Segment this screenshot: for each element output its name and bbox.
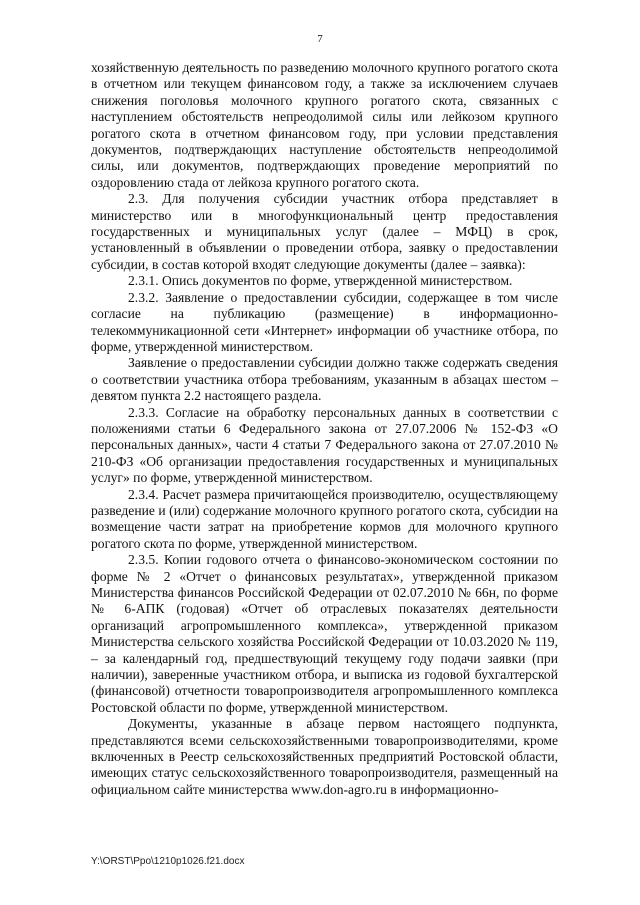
page-number: 7 [317, 33, 323, 45]
footer-file-path: Y:\ORST\Ppo\1210p1026.f21.docx [91, 856, 245, 867]
paragraph-2-3-3: 2.3.3. Согласие на обработку персональных данных в соответствии с положениями статьи 6 Федерального закона от 27.07.2006 № 152-ФЗ «О персональных данных», части 4 статьи 7 Федерального закона от 27.07.2010 № 210-ФЗ «Об организации предоставления государственных и муниципальных услуг» по форме, утвержденной министерством. [91, 404, 558, 486]
paragraph-documents-note: Документы, указанные в абзаце первом настоящего подпункта, представляются всеми сельскохозяйственными товаропроизводителями, кроме включенных в Реестр сельскохозяйственных предприятий Ростовской области, имеющих статус сельскохозяйственного товаропроизводителя, размещенный на официальном сайте министерства www.don-agro.ru в информационно- [91, 716, 558, 797]
paragraph-2-3-1: 2.3.1. Опись документов по форме, утвержденной министерством. [128, 273, 513, 289]
paragraph-2-3: 2.3. Для получения субсидии участник отбора представляет в министерство или в многофункциональный центр предоставления государственных и муниципальных услуг (далее – МФЦ) в срок, установленный в объявлении о проведении отбора, заявку о предоставлении субсидии, в состав которой входят следующие документы (далее – заявка): [91, 191, 558, 272]
paragraph-2-3-2: 2.3.2. Заявление о предоставлении субсидии, содержащее в том числе согласие на публикацию (размещение) в информационно-телекоммуникационной сети «Интернет» информации об участнике отбора, по форме, утвержденной министерством. [91, 289, 558, 354]
paragraph-2-3-4: 2.3.4. Расчет размера причитающейся производителю, осуществляющему разведение и (или) содержание молочного крупного рогатого скота, субсидии на возмещение части затрат на приобретение кормов для молочного крупного рогатого скота по форме, утвержденной министерством. [91, 486, 558, 551]
paragraph-2-3-5: 2.3.5. Копии годового отчета о финансово-экономическом состоянии по форме № 2 «Отчет о финансовых результатах», утвержденной приказом Министерства финансов Российской Федерации от 02.07.2010 № 66н, по форме № 6-АПК (годовая) «Отчет об отраслевых показателях деятельности организаций агропромышленного комплекса», утвержденной приказом Министерства сельского хозяйства Российской Федерации от 10.03.2020 № 119, – за календарный год, предшествующий текущему году подачи заявки (при наличии), заверенные участником отбора, и выписка из годовой бухгалтерской (финансовой) отчетности товаропроизводителя агропромышленного комплекса Ростовской области по форме, утвержденной министерством. [91, 552, 558, 715]
document-body [91, 60, 558, 798]
paragraph-continuation: хозяйственную деятельность по разведению молочного крупного рогатого скота в отчетном или текущем финансовом году, а также за исключением случаев снижения поголовья молочного крупного рогатого скота, связанных с наступлением обстоятельств непреодолимой силы или лейкозом крупного рогатого скота в отчетном финансовом году, при условии представления документов, подтверждающих наступление обстоятельств непреодолимой силы, или документов, подтверждающих проведение мероприятий по оздоровлению стада от лейкоза крупного рогатого скота. [91, 60, 558, 190]
paragraph-application-requirements: Заявление о предоставлении субсидии должно также содержать сведения о соответствии участника отбора требованиям, указанным в абзацах шестом – девятом пункта 2.2 настоящего раздела. [91, 355, 558, 404]
